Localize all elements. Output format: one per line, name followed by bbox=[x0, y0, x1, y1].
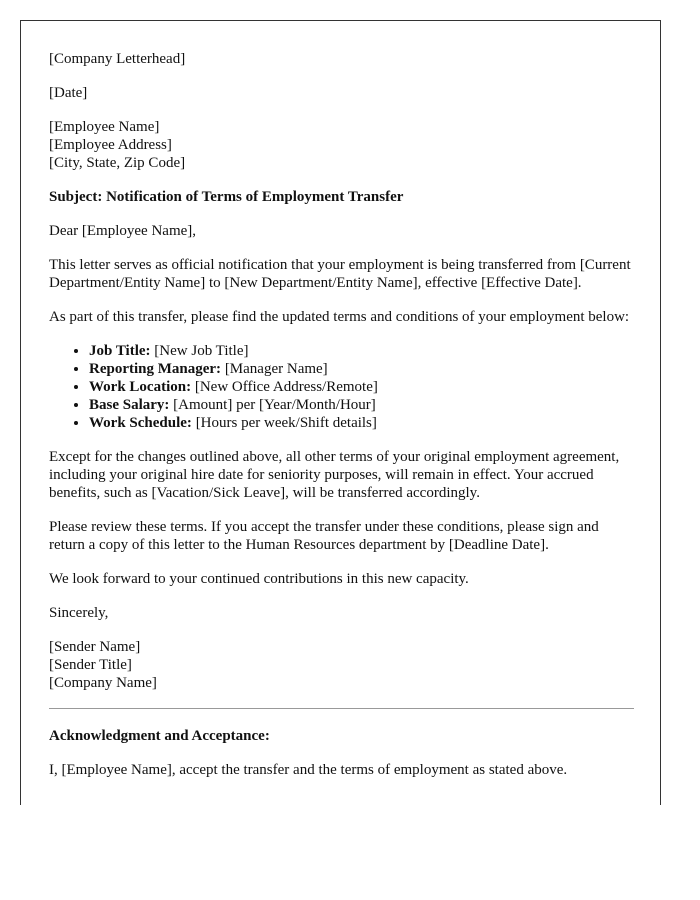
terms-list bbox=[49, 342, 634, 432]
recipient-name: [Employee Name] bbox=[49, 119, 160, 135]
term-item bbox=[89, 342, 634, 360]
term-value: [Hours per week/Shift details] bbox=[191, 415, 377, 431]
closing: Sincerely, bbox=[49, 605, 109, 621]
date: [Date] bbox=[49, 85, 88, 101]
acknowledgment-heading: Acknowledgment and Acceptance: bbox=[49, 728, 270, 744]
term-item bbox=[89, 414, 634, 432]
recipient-address: [Employee Address] bbox=[49, 137, 172, 153]
term-label: Reporting Manager: bbox=[89, 361, 222, 377]
review-paragraph: Please review these terms. If you accept the transfer under these conditions, please sign and return a copy of this letter to the Human Resources department by [Deadline Date]. bbox=[49, 519, 599, 553]
term-value: [Manager Name] bbox=[221, 361, 328, 377]
sender-block bbox=[49, 638, 634, 692]
subject-line: Subject: Notification of Terms of Employment Transfer bbox=[49, 189, 404, 205]
sender-company: [Company Name] bbox=[49, 675, 157, 691]
terms-intro: As part of this transfer, please find the updated terms and conditions of your employment below: bbox=[49, 309, 630, 325]
term-value: [Amount] per [Year/Month/Hour] bbox=[169, 397, 376, 413]
term-label: Base Salary: bbox=[89, 397, 170, 413]
closing-paragraph: We look forward to your continued contributions in this new capacity. bbox=[49, 571, 469, 587]
term-item bbox=[89, 378, 634, 396]
sender-title: [Sender Title] bbox=[49, 657, 132, 673]
letterhead: [Company Letterhead] bbox=[49, 51, 186, 67]
letter-document bbox=[20, 20, 661, 805]
term-label: Job Title: bbox=[89, 343, 151, 359]
salutation: Dear [Employee Name], bbox=[49, 223, 197, 239]
recipient-block bbox=[49, 118, 634, 172]
term-label: Work Schedule: bbox=[89, 415, 192, 431]
term-item bbox=[89, 396, 634, 414]
sender-name: [Sender Name] bbox=[49, 639, 141, 655]
other-terms-paragraph: Except for the changes outlined above, all other terms of your original employment agreement, including your original hire date for seniority purposes, will remain in effect. Your accrued benefits, such as [Vacation/Sick Leave], will be transferred accordingly. bbox=[49, 449, 620, 501]
term-value: [New Office Address/Remote] bbox=[191, 379, 378, 395]
divider bbox=[49, 708, 634, 709]
recipient-city: [City, State, Zip Code] bbox=[49, 155, 186, 171]
term-label: Work Location: bbox=[89, 379, 192, 395]
term-value: [New Job Title] bbox=[150, 343, 249, 359]
acknowledgment-text: I, [Employee Name], accept the transfer and the terms of employment as stated above. bbox=[49, 762, 568, 778]
term-item bbox=[89, 360, 634, 378]
intro-paragraph: This letter serves as official notification that your employment is being transferred from [Current Department/Entity Name] to [New Department/Entity Name], effective [Effective Date]. bbox=[49, 257, 631, 291]
